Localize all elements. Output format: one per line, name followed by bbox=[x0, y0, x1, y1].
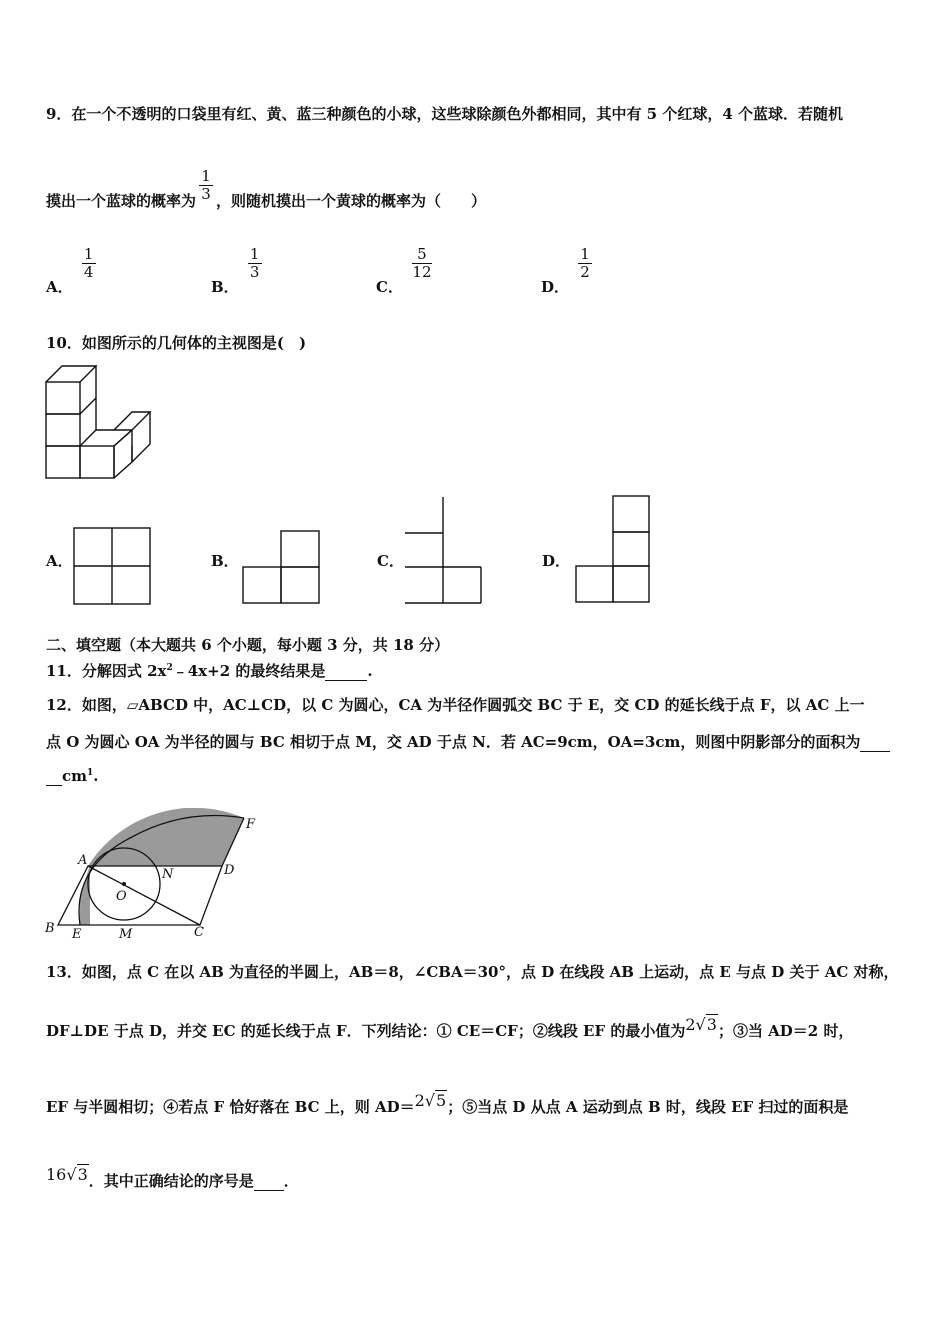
q12-answer-blank-a[interactable] bbox=[860, 733, 890, 752]
label-f: F bbox=[246, 817, 256, 832]
radical-coef: 2 bbox=[414, 1091, 425, 1110]
q9-option-b[interactable] bbox=[211, 245, 265, 296]
q10-option-c-figure[interactable] bbox=[404, 496, 484, 606]
frac-num: 1 bbox=[580, 245, 590, 263]
label-d: D bbox=[224, 863, 235, 878]
q11-answer-blank[interactable] bbox=[325, 662, 367, 681]
q13-line2-a: DF⊥DE 于点 D，并交 EC 的延长线于点 F．下列结论：① CE＝CF；②线段 EF 的最小值为 bbox=[46, 1022, 686, 1040]
q11-end: . bbox=[367, 662, 373, 680]
q9-given-fraction bbox=[199, 168, 213, 203]
option-label: D． bbox=[541, 277, 570, 296]
q13-line4 bbox=[46, 1165, 299, 1191]
q10-option-a-figure[interactable] bbox=[73, 527, 151, 605]
q9-option-c[interactable] bbox=[376, 245, 435, 296]
q12-unit-sup: 1 bbox=[87, 768, 94, 778]
option-fraction bbox=[578, 246, 592, 281]
q10-option-c-label[interactable]: C． bbox=[377, 552, 404, 570]
center-o-dot bbox=[122, 882, 126, 886]
q12-line1: 12．如图，▱ABCD 中，AC⊥CD，以 C 为圆心，CA 为半径作圆弧交 BC 于 E，交 CD 的延长线于点 F，以 AC 上一 bbox=[46, 696, 865, 714]
radical-radicand: 5 bbox=[436, 1091, 447, 1110]
label-n: N bbox=[162, 867, 174, 882]
option-label: C． bbox=[376, 277, 403, 296]
q10-option-b-figure[interactable] bbox=[242, 530, 322, 605]
q9-line2-b: ，则随机摸出一个黄球的概率为（ ） bbox=[216, 192, 487, 210]
label-m: M bbox=[119, 927, 133, 942]
label-o: O bbox=[116, 889, 127, 904]
q12-figure bbox=[44, 808, 262, 942]
q10-option-b-label[interactable]: B． bbox=[211, 552, 239, 570]
q13-line4-a: ．其中正确结论的序号是 bbox=[88, 1172, 254, 1190]
q12-line2-text: 点 O 为圆心 OA 为半径的圆与 BC 相切于点 M，交 AD 于点 N．若 AC=9cm，OA=3cm，则图中阴影部分的面积为 bbox=[46, 733, 861, 751]
q9-option-a[interactable] bbox=[46, 245, 99, 296]
frac-den: 4 bbox=[83, 263, 94, 281]
radical-coef: 16 bbox=[46, 1165, 67, 1184]
option-label: A． bbox=[46, 277, 73, 296]
q12-unit: cm bbox=[62, 767, 88, 785]
q11-superscript: 2 bbox=[166, 663, 173, 673]
q11-text bbox=[46, 660, 373, 681]
frac-num: 1 bbox=[249, 245, 260, 263]
q9-line1: 9．在一个不透明的口袋里有红、黄、蓝三种颜色的小球，这些球除颜色外都相同，其中有 5 个红球，4 个蓝球．若随机 bbox=[46, 105, 843, 123]
q10-option-d-figure[interactable] bbox=[575, 495, 655, 606]
q13-answer-blank[interactable] bbox=[254, 1172, 284, 1191]
q10-text: 10．如图所示的几何体的主视图是( ) bbox=[46, 334, 307, 352]
q13-line2 bbox=[46, 1015, 853, 1041]
q13-end: ． bbox=[283, 1172, 299, 1190]
q9-line2-a: 摸出一个蓝球的概率为 bbox=[46, 192, 197, 210]
frac-den: 3 bbox=[201, 185, 211, 203]
q11-part-b: ﹣4x+2 的最终结果是 bbox=[172, 662, 326, 680]
label-c: C bbox=[194, 925, 204, 940]
frac-num: 5 bbox=[417, 245, 427, 263]
q10-option-a-label[interactable]: A． bbox=[46, 552, 73, 570]
radical-radicand: 3 bbox=[706, 1015, 717, 1034]
label-e: E bbox=[72, 927, 82, 942]
label-a: A bbox=[78, 853, 88, 868]
frac-num: 1 bbox=[201, 167, 211, 185]
q13-line3-b: ；⑤当点 D 从点 A 运动到点 B 时，线段 EF 扫过的面积是 bbox=[447, 1098, 849, 1116]
radical-radicand: 3 bbox=[77, 1165, 88, 1184]
q12-line2 bbox=[46, 731, 890, 752]
q13-line3 bbox=[46, 1091, 848, 1117]
q9-option-d[interactable] bbox=[541, 245, 595, 296]
frac-den: 12 bbox=[412, 263, 432, 281]
q13-radical-16sqrt3: 16√3 bbox=[46, 1165, 88, 1184]
option-fraction bbox=[412, 246, 432, 281]
q13-line3-a: EF 与半圆相切；④若点 F 恰好落在 BC 上，则 AD＝ bbox=[46, 1098, 415, 1116]
q11-part-a: 11．分解因式 2x bbox=[46, 662, 167, 680]
q12-line3 bbox=[46, 767, 99, 786]
radical-coef: 2 bbox=[685, 1015, 696, 1034]
frac-den: 3 bbox=[249, 263, 260, 281]
frac-den: 2 bbox=[580, 263, 590, 281]
option-label: B． bbox=[211, 277, 239, 296]
q12-end: . bbox=[93, 767, 99, 785]
option-fraction bbox=[82, 246, 96, 281]
q10-option-d-label[interactable]: D． bbox=[542, 552, 571, 570]
q13-radical-2sqrt3: 2√3 bbox=[685, 1015, 717, 1034]
q10-solid-figure bbox=[44, 362, 156, 482]
q13-radical-2sqrt5: 2√5 bbox=[414, 1091, 447, 1110]
label-b: B bbox=[45, 921, 55, 936]
q13-line1: 13．如图，点 C 在以 AB 为直径的半圆上，AB＝8，∠CBA＝30°，点 D 在线段 AB 上运动，点 E 与点 D 关于 AC 对称， bbox=[46, 963, 899, 981]
frac-num: 1 bbox=[83, 245, 94, 263]
option-fraction bbox=[248, 246, 262, 281]
q13-line2-b: ；③当 AD＝2 时， bbox=[717, 1022, 854, 1040]
q12-answer-blank-b[interactable] bbox=[46, 767, 62, 786]
q9-line2 bbox=[46, 167, 487, 210]
section2-title: 二、填空题（本大题共 6 个小题，每小题 3 分，共 18 分） bbox=[46, 636, 450, 654]
